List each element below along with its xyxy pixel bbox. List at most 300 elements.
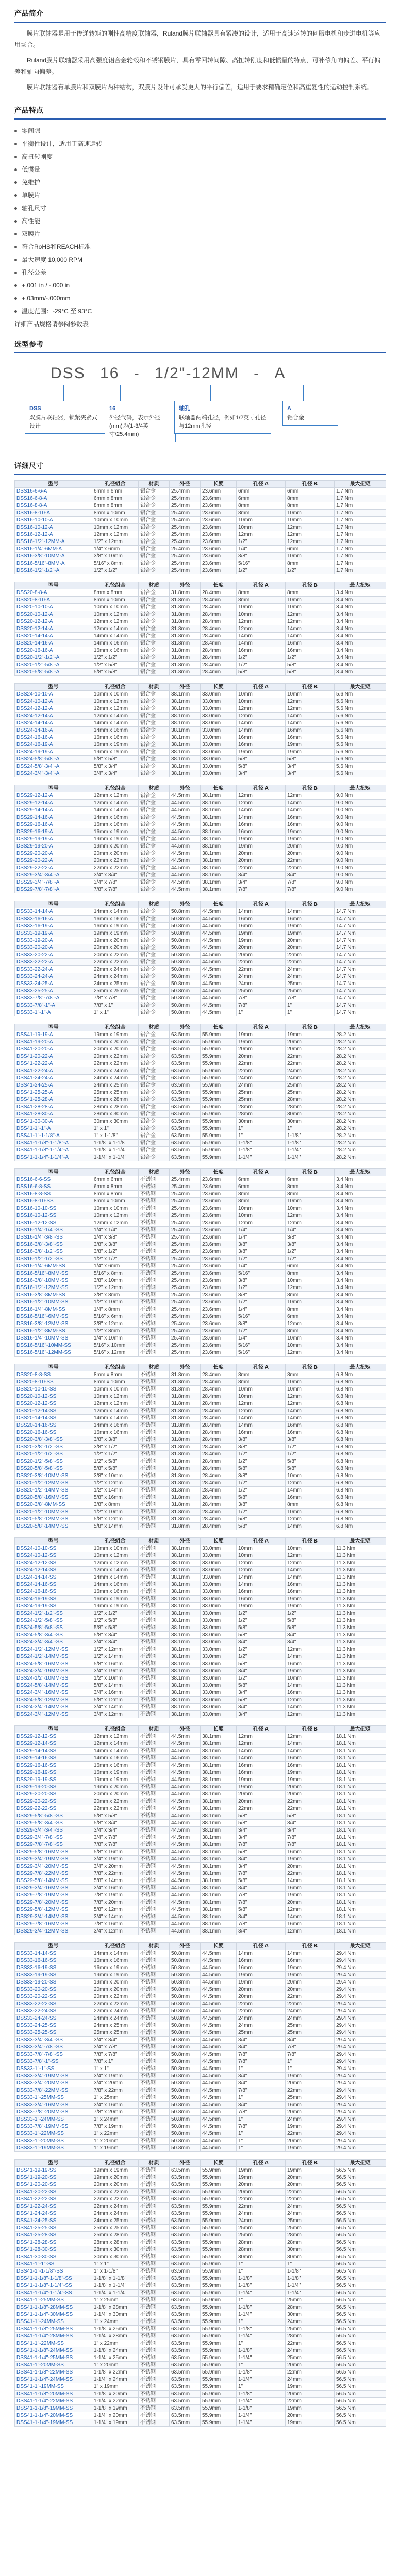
- part-number-link[interactable]: DSS29-16-19-A: [15, 828, 92, 836]
- part-number-link[interactable]: DSS29-7/8"-7/8"-A: [15, 886, 92, 893]
- column-header: 孔径组合: [92, 901, 139, 908]
- table-cell: 8mm: [286, 1306, 335, 1313]
- table-cell: 20mm: [286, 2174, 335, 2181]
- table-cell: 不锈钢: [139, 1408, 170, 1415]
- part-number-link[interactable]: DSS29-3/4"-20MM-SS: [15, 1863, 92, 1870]
- part-number-link[interactable]: DSS16-6-6-A: [15, 488, 92, 495]
- part-number-link[interactable]: DSS33-22-22-SS: [15, 2001, 92, 2008]
- part-number-link[interactable]: DSS29-20-22-A: [15, 857, 92, 865]
- table-cell: 63.5mm: [170, 2405, 201, 2412]
- part-number-link[interactable]: DSS20-1/2"-5/8"-A: [15, 662, 92, 669]
- table-cell: 1": [237, 2383, 286, 2391]
- part-number-link[interactable]: DSS24-19-19-A: [15, 749, 92, 756]
- part-number-link[interactable]: DSS41-1"-19MM-SS: [15, 2383, 92, 2391]
- part-number-link[interactable]: DSS41-1-1/8"-1-1/4"-SS: [15, 2282, 92, 2290]
- part-number-link[interactable]: DSS33-16-16-SS: [15, 1957, 92, 1964]
- table-cell: 1": [286, 2065, 335, 2073]
- part-number-link[interactable]: DSS20-10-12-SS: [15, 1393, 92, 1400]
- table-cell: 14mm: [237, 727, 286, 734]
- part-number-link[interactable]: DSS16-8-8-SS: [15, 1191, 92, 1198]
- part-number-link[interactable]: DSS41-1-1/8"-24MM-SS: [15, 2347, 92, 2354]
- part-number-link[interactable]: DSS20-8-10-SS: [15, 1379, 92, 1386]
- part-number-link[interactable]: DSS24-5/8"-3/4"-A: [15, 763, 92, 770]
- part-number-link[interactable]: DSS16-1/4"-3/8"-SS: [15, 1234, 92, 1241]
- part-number-link[interactable]: DSS29-7/8"-22MM-SS: [15, 1870, 92, 1877]
- part-number-link[interactable]: DSS41-22-24-A: [15, 1067, 92, 1075]
- part-number-link[interactable]: DSS24-1/2"-10MM-SS: [15, 1675, 92, 1682]
- part-number-link[interactable]: DSS24-10-10-A: [15, 691, 92, 698]
- part-number-link[interactable]: DSS24-12-12-SS: [15, 1560, 92, 1567]
- part-number-link[interactable]: DSS33-1"-22MM-SS: [15, 2130, 92, 2138]
- table-cell: 不锈钢: [139, 2398, 170, 2405]
- part-number-link[interactable]: DSS20-5/8"-5/8"-SS: [15, 1465, 92, 1472]
- part-number-link[interactable]: DSS24-12-14-SS: [15, 1567, 92, 1574]
- part-number-link[interactable]: DSS29-14-14-A: [15, 807, 92, 814]
- part-number-link[interactable]: DSS24-14-14-SS: [15, 1574, 92, 1581]
- part-number-link[interactable]: DSS20-1/2"-14MM-SS: [15, 1487, 92, 1494]
- part-number-link[interactable]: DSS24-10-12-A: [15, 698, 92, 705]
- table-cell: 29.4 Nm: [335, 2102, 386, 2109]
- part-number-link[interactable]: DSS41-1-1/4"-1-1/4"-A: [15, 1154, 92, 1161]
- part-number-link[interactable]: DSS20-5/8"-5/8"-A: [15, 669, 92, 676]
- part-number-link[interactable]: DSS33-19-20-SS: [15, 1979, 92, 1986]
- part-number-link[interactable]: DSS41-1-1/4"-20MM-SS: [15, 2412, 92, 2419]
- table-cell: 38.1mm: [201, 865, 237, 872]
- table-cell: 23.6mm: [201, 502, 237, 510]
- part-number-link[interactable]: DSS29-14-16-SS: [15, 1755, 92, 1762]
- part-number-link[interactable]: DSS29-19-19-A: [15, 836, 92, 843]
- part-number-link[interactable]: DSS29-5/8"-14MM-SS: [15, 1877, 92, 1885]
- table-cell: 不锈钢: [139, 2217, 170, 2225]
- part-number-link[interactable]: DSS33-1"-1"-A: [15, 1009, 92, 1016]
- part-number-link[interactable]: DSS29-16-16-A: [15, 821, 92, 828]
- part-number-link[interactable]: DSS20-8-8-A: [15, 589, 92, 597]
- part-number-link[interactable]: DSS20-3/8"-3/8"-SS: [15, 1436, 92, 1444]
- part-number-link[interactable]: DSS29-22-22-A: [15, 865, 92, 872]
- part-number-link[interactable]: DSS29-3/4"-7/8"-A: [15, 879, 92, 886]
- table-cell: 不锈钢: [139, 2037, 170, 2044]
- part-number-link[interactable]: DSS16-10-12-SS: [15, 1212, 92, 1219]
- part-number-link[interactable]: DSS41-22-24-SS: [15, 2203, 92, 2210]
- part-number-link[interactable]: DSS41-20-22-A: [15, 1053, 92, 1060]
- part-number-link[interactable]: DSS41-1-1/4"-24MM-SS: [15, 2376, 92, 2383]
- column-header: 长度: [201, 1169, 237, 1176]
- part-number-link[interactable]: DSS33-24-24-A: [15, 973, 92, 980]
- table-cell: 3.4 Nm: [335, 662, 386, 669]
- part-number-link[interactable]: DSS24-12-12-A: [15, 705, 92, 713]
- part-number-link[interactable]: DSS16-3/8"-8MM-SS: [15, 1292, 92, 1299]
- part-number-link[interactable]: DSS20-3/8"-10MM-SS: [15, 1472, 92, 1480]
- part-number-link[interactable]: DSS29-12-14-A: [15, 800, 92, 807]
- part-number-link[interactable]: DSS41-28-28-A: [15, 1104, 92, 1111]
- part-number-link[interactable]: DSS16-3/8"-3/8"-SS: [15, 1241, 92, 1248]
- part-number-link[interactable]: DSS16-10-10-A: [15, 517, 92, 524]
- part-number-link[interactable]: DSS16-12-12-A: [15, 531, 92, 538]
- part-number-link[interactable]: DSS33-3/4"-19MM-SS: [15, 2073, 92, 2080]
- part-number-link[interactable]: DSS16-3/8"-10MM-A: [15, 553, 92, 560]
- part-number-link[interactable]: DSS24-10-12-SS: [15, 1552, 92, 1560]
- table-cell: 55.9mm: [201, 2261, 237, 2268]
- part-number-link[interactable]: DSS33-3/4"-7/8"-SS: [15, 2044, 92, 2051]
- part-number-link[interactable]: DSS33-20-22-A: [15, 952, 92, 959]
- part-number-link[interactable]: DSS16-1/4"-6MM-SS: [15, 1263, 92, 1270]
- part-number-link[interactable]: DSS24-14-16-SS: [15, 1581, 92, 1588]
- part-number-link[interactable]: DSS16-8-8-A: [15, 502, 92, 510]
- part-number-link[interactable]: DSS33-16-19-A: [15, 923, 92, 930]
- part-number-link[interactable]: DSS29-5/8"-16MM-SS: [15, 1849, 92, 1856]
- part-number-link[interactable]: DSS16-1/2"-8MM-SS: [15, 1328, 92, 1335]
- part-number-link[interactable]: DSS41-24-24-SS: [15, 2210, 92, 2217]
- table-cell: 6.8 Nm: [335, 1429, 386, 1436]
- feature-item: 零间隙: [14, 125, 386, 138]
- part-number-link[interactable]: DSS29-5/8"-12MM-SS: [15, 1906, 92, 1913]
- part-number-link[interactable]: DSS16-8-10-SS: [15, 1198, 92, 1205]
- table-cell: 1": [237, 1132, 286, 1140]
- part-number-link[interactable]: DSS16-5/16"-8MM-A: [15, 560, 92, 567]
- part-number-link[interactable]: DSS33-14-14-SS: [15, 1950, 92, 1957]
- table-row: [15, 1740, 386, 1748]
- part-number-link[interactable]: DSS41-1"-24MM-SS: [15, 2318, 92, 2326]
- part-number-link[interactable]: DSS20-5/8"-14MM-SS: [15, 1523, 92, 1530]
- part-number-link[interactable]: DSS24-16-16-A: [15, 734, 92, 741]
- part-number-link[interactable]: DSS41-1-1/4"-22MM-SS: [15, 2398, 92, 2405]
- part-number-link[interactable]: DSS41-1-1/8"-25MM-SS: [15, 2326, 92, 2333]
- part-number-link[interactable]: DSS41-1-1/8"-19MM-SS: [15, 2405, 92, 2412]
- part-number-link[interactable]: DSS20-12-14-A: [15, 625, 92, 633]
- part-number-link[interactable]: DSS20-1/2"-12MM-SS: [15, 1480, 92, 1487]
- column-header: 最大扭矩: [335, 1726, 386, 1733]
- part-number-link[interactable]: DSS20-14-16-SS: [15, 1422, 92, 1429]
- part-number-link[interactable]: DSS29-7/8"-16MM-SS: [15, 1921, 92, 1928]
- table-cell: 38.1mm: [201, 1841, 237, 1849]
- part-number-link[interactable]: DSS16-10-12-A: [15, 524, 92, 531]
- part-number-link[interactable]: DSS24-3/4"-16MM-SS: [15, 1689, 92, 1697]
- table-cell: 5/8" x 14mm: [92, 1523, 139, 1530]
- part-number-link[interactable]: DSS41-1-1/8"-22MM-SS: [15, 2369, 92, 2376]
- part-number-link[interactable]: DSS16-12-12-SS: [15, 1219, 92, 1227]
- part-number-link[interactable]: DSS41-24-25-SS: [15, 2217, 92, 2225]
- table-cell: 50.8mm: [170, 2094, 201, 2102]
- part-number-link[interactable]: DSS33-7/8"-22MM-SS: [15, 2087, 92, 2094]
- table-cell: 16mm: [237, 741, 286, 749]
- part-number-link[interactable]: DSS20-8-10-A: [15, 597, 92, 604]
- part-number-link[interactable]: DSS29-3/4"-3/4"-SS: [15, 1827, 92, 1834]
- part-number-link[interactable]: DSS33-1"-24MM-SS: [15, 2116, 92, 2123]
- part-number-link[interactable]: DSS16-6-8-SS: [15, 1183, 92, 1191]
- part-number-link[interactable]: DSS20-8-8-SS: [15, 1371, 92, 1379]
- table-cell: 38.1mm: [201, 872, 237, 879]
- part-number-link[interactable]: DSS16-6-6-SS: [15, 1176, 92, 1183]
- part-number-link[interactable]: DSS24-14-16-A: [15, 727, 92, 734]
- part-number-link[interactable]: DSS41-1"-20MM-SS: [15, 2362, 92, 2369]
- part-number-link[interactable]: DSS20-1/2"-10MM-SS: [15, 1509, 92, 1516]
- table-cell: 19mm x 20mm: [92, 843, 139, 850]
- part-number-link[interactable]: DSS16-1/4"-6MM-A: [15, 546, 92, 553]
- part-number-link[interactable]: DSS29-14-14-SS: [15, 1748, 92, 1755]
- part-number-link[interactable]: DSS20-12-14-SS: [15, 1408, 92, 1415]
- part-number-link[interactable]: DSS29-16-19-SS: [15, 1769, 92, 1776]
- part-number-link[interactable]: DSS41-20-20-SS: [15, 2181, 92, 2189]
- table-cell: 33.0mm: [201, 1617, 237, 1624]
- part-number-link[interactable]: DSS33-22-24-A: [15, 966, 92, 973]
- part-number-link[interactable]: DSS33-7/8"-1"-A: [15, 1002, 92, 1009]
- part-number-link[interactable]: DSS33-16-16-A: [15, 916, 92, 923]
- part-number-link[interactable]: DSS24-5/8"-5/8"-A: [15, 756, 92, 763]
- part-number-link[interactable]: DSS16-1/4"-8MM-SS: [15, 1306, 92, 1313]
- part-number-link[interactable]: DSS29-19-20-A: [15, 843, 92, 850]
- part-number-link[interactable]: DSS41-1-1/8"-1-1/8"-A: [15, 1140, 92, 1147]
- part-number-link[interactable]: DSS41-30-30-A: [15, 1118, 92, 1125]
- table-cell: 不锈钢: [139, 1371, 170, 1379]
- part-number-link[interactable]: DSS20-10-10-SS: [15, 1386, 92, 1393]
- part-number-link[interactable]: DSS20-16-16-SS: [15, 1429, 92, 1436]
- part-number-link[interactable]: DSS33-25-25-A: [15, 988, 92, 995]
- part-number-link[interactable]: DSS41-19-20-A: [15, 1039, 92, 1046]
- part-number-link[interactable]: DSS16-1/2"-10MM-SS: [15, 1299, 92, 1306]
- part-number-link[interactable]: DSS24-1/2"-1/2"-SS: [15, 1610, 92, 1617]
- part-number-link[interactable]: DSS33-20-20-SS: [15, 1986, 92, 1993]
- part-number-link[interactable]: DSS16-10-10-SS: [15, 1205, 92, 1212]
- part-number-link[interactable]: DSS41-1"-22MM-SS: [15, 2340, 92, 2347]
- part-number-link[interactable]: DSS41-1-1/8"-20MM-SS: [15, 2391, 92, 2398]
- part-number-link[interactable]: DSS24-3/4"-3/4"-A: [15, 770, 92, 777]
- part-number-link[interactable]: DSS20-5/8"-12MM-SS: [15, 1516, 92, 1523]
- part-number-link[interactable]: DSS33-24-24-SS: [15, 2015, 92, 2022]
- part-number-link[interactable]: DSS16-1/2"-12MM-A: [15, 538, 92, 546]
- table-cell: 铝合金: [139, 633, 170, 640]
- part-number-link[interactable]: DSS20-1/2"-1/2"-SS: [15, 1451, 92, 1458]
- part-number-link[interactable]: DSS29-7/8"-7/8"-SS: [15, 1841, 92, 1849]
- part-number-link[interactable]: DSS41-28-30-SS: [15, 2246, 92, 2253]
- part-number-link[interactable]: DSS24-10-10-SS: [15, 1545, 92, 1552]
- part-number-link[interactable]: DSS41-20-22-SS: [15, 2189, 92, 2196]
- part-number-link[interactable]: DSS16-1/2"-12MM-SS: [15, 1284, 92, 1292]
- part-number-link[interactable]: DSS20-14-14-A: [15, 633, 92, 640]
- part-number-link[interactable]: DSS41-1"-1"-A: [15, 1125, 92, 1132]
- part-number-link[interactable]: DSS33-3/4"-3/4"-SS: [15, 2037, 92, 2044]
- part-number-link[interactable]: DSS41-1-1/4"-30MM-SS: [15, 2311, 92, 2318]
- part-number-link[interactable]: DSS20-14-14-SS: [15, 1415, 92, 1422]
- part-number-link[interactable]: DSS41-25-28-A: [15, 1096, 92, 1104]
- part-number-link[interactable]: DSS24-1/2"-5/8"-SS: [15, 1617, 92, 1624]
- part-number-link[interactable]: DSS29-5/8"-5/8"-SS: [15, 1812, 92, 1820]
- part-number-link[interactable]: DSS16-1/4"-10MM-SS: [15, 1335, 92, 1342]
- part-number-link[interactable]: DSS33-7/8"-7/8"-A: [15, 995, 92, 1002]
- part-number-link[interactable]: DSS20-12-12-A: [15, 618, 92, 625]
- part-number-link[interactable]: DSS29-12-12-SS: [15, 1733, 92, 1740]
- part-number-link[interactable]: DSS41-28-30-A: [15, 1111, 92, 1118]
- part-number-link[interactable]: DSS41-1"-25MM-SS: [15, 2297, 92, 2304]
- part-number-link[interactable]: DSS41-28-28-SS: [15, 2239, 92, 2246]
- part-number-link[interactable]: DSS41-1-1/4"-25MM-SS: [15, 2354, 92, 2362]
- part-number-link[interactable]: DSS24-3/4"-19MM-SS: [15, 1668, 92, 1675]
- part-number-link[interactable]: DSS33-25-25-SS: [15, 2029, 92, 2037]
- part-number-link[interactable]: DSS41-1-1/4"-1-1/4"-SS: [15, 2290, 92, 2297]
- part-number-link[interactable]: DSS33-7/8"-20MM-SS: [15, 2109, 92, 2116]
- part-number-link[interactable]: DSS16-1/2"-1/2"-SS: [15, 1256, 92, 1263]
- part-number-link[interactable]: DSS24-3/4"-3/4"-SS: [15, 1639, 92, 1646]
- part-number-link[interactable]: DSS29-12-12-A: [15, 792, 92, 800]
- part-number-link[interactable]: DSS24-16-19-SS: [15, 1596, 92, 1603]
- table-cell: 28.4mm: [201, 1451, 237, 1458]
- table-cell: 1/2" x 10mm: [92, 1299, 139, 1306]
- part-number-link[interactable]: DSS41-30-30-SS: [15, 2253, 92, 2261]
- part-number-link[interactable]: DSS29-5/8"-3/4"-SS: [15, 1820, 92, 1827]
- part-number-link[interactable]: DSS20-3/8"-1/2"-SS: [15, 1444, 92, 1451]
- part-number-link[interactable]: DSS16-5/16"-6MM-SS: [15, 1313, 92, 1320]
- part-number-link[interactable]: DSS33-19-19-SS: [15, 1972, 92, 1979]
- part-number-link[interactable]: DSS16-6-8-A: [15, 495, 92, 502]
- part-number-link[interactable]: DSS33-14-14-A: [15, 908, 92, 916]
- table-row: [15, 937, 386, 944]
- part-number-link[interactable]: DSS41-24-25-A: [15, 1082, 92, 1089]
- part-number-link[interactable]: DSS33-20-20-A: [15, 944, 92, 952]
- part-number-link[interactable]: DSS29-3/4"-16MM-SS: [15, 1885, 92, 1892]
- part-number-link[interactable]: DSS29-3/4"-3/4"-A: [15, 872, 92, 879]
- part-number-link[interactable]: DSS29-3/4"-12MM-SS: [15, 1928, 92, 1935]
- part-number-link[interactable]: DSS29-12-14-SS: [15, 1740, 92, 1748]
- part-number-link[interactable]: DSS16-8-10-A: [15, 510, 92, 517]
- part-number-link[interactable]: DSS41-1-1/8"-28MM-SS: [15, 2304, 92, 2311]
- part-number-link[interactable]: DSS41-1-1/8"-1-1/4"-A: [15, 1147, 92, 1154]
- part-number-link[interactable]: DSS29-3/4"-14MM-SS: [15, 1913, 92, 1921]
- part-number-link[interactable]: DSS41-22-22-SS: [15, 2196, 92, 2203]
- part-number-link[interactable]: DSS24-16-19-A: [15, 741, 92, 749]
- part-number-link[interactable]: DSS33-20-22-SS: [15, 1993, 92, 2001]
- part-number-link[interactable]: DSS20-1/2"-5/8"-SS: [15, 1458, 92, 1465]
- part-number-link[interactable]: DSS33-1"-25MM-SS: [15, 2094, 92, 2102]
- part-number-link[interactable]: DSS33-24-25-A: [15, 980, 92, 988]
- part-number-link[interactable]: DSS41-19-20-SS: [15, 2174, 92, 2181]
- part-number-link[interactable]: DSS29-3/4"-7/8"-SS: [15, 1834, 92, 1841]
- part-number-link[interactable]: DSS29-3/4"-19MM-SS: [15, 1856, 92, 1863]
- part-number-link[interactable]: DSS41-1-1/8"-1-1/8"-SS: [15, 2275, 92, 2282]
- part-number-link[interactable]: DSS29-20-20-SS: [15, 1791, 92, 1798]
- part-number-link[interactable]: DSS33-1"-1"-SS: [15, 2065, 92, 2073]
- part-number-link[interactable]: DSS16-1/4"-1/4"-SS: [15, 1227, 92, 1234]
- table-row: [15, 1082, 386, 1089]
- table-cell: 7/8": [286, 879, 335, 886]
- part-number-link[interactable]: DSS41-19-19-SS: [15, 2167, 92, 2174]
- part-number-link[interactable]: DSS33-24-25-SS: [15, 2022, 92, 2029]
- part-number-link[interactable]: DSS41-1"-1"-SS: [15, 2261, 92, 2268]
- part-number-link[interactable]: DSS41-19-19-A: [15, 1031, 92, 1039]
- part-number-link[interactable]: DSS20-12-12-SS: [15, 1400, 92, 1408]
- part-number-link[interactable]: DSS33-7/8"-7/8"-SS: [15, 2051, 92, 2058]
- part-number-link[interactable]: DSS29-14-16-A: [15, 814, 92, 821]
- part-number-link[interactable]: DSS24-3/4"-14MM-SS: [15, 1704, 92, 1711]
- part-number-link[interactable]: DSS33-3/4"-20MM-SS: [15, 2080, 92, 2087]
- part-number-link[interactable]: DSS33-1"-19MM-SS: [15, 2145, 92, 2152]
- part-number-link[interactable]: DSS20-5/8"-16MM-SS: [15, 1494, 92, 1501]
- part-number-link[interactable]: DSS33-19-20-A: [15, 937, 92, 944]
- part-number-link[interactable]: DSS16-3/8"-12MM-SS: [15, 1320, 92, 1328]
- part-number-link[interactable]: DSS16-3/8"-10MM-SS: [15, 1277, 92, 1284]
- part-number-link[interactable]: DSS29-20-20-A: [15, 850, 92, 857]
- part-number-link[interactable]: DSS33-3/4"-16MM-SS: [15, 2102, 92, 2109]
- table-cell: 44.5mm: [201, 966, 237, 973]
- part-number-link[interactable]: DSS24-5/8"-16MM-SS: [15, 1660, 92, 1668]
- part-number-link[interactable]: DSS29-7/8"-20MM-SS: [15, 1899, 92, 1906]
- table-cell: 铝合金: [139, 916, 170, 923]
- part-number-link[interactable]: DSS33-1"-20MM-SS: [15, 2138, 92, 2145]
- part-number-link[interactable]: DSS24-5/8"-12MM-SS: [15, 1697, 92, 1704]
- part-number-link[interactable]: DSS33-22-22-A: [15, 959, 92, 966]
- part-number-link[interactable]: DSS41-24-24-A: [15, 1075, 92, 1082]
- part-number-link[interactable]: DSS41-20-20-A: [15, 1046, 92, 1053]
- part-number-link[interactable]: DSS41-25-25-A: [15, 1089, 92, 1096]
- table-row: [15, 1921, 386, 1928]
- part-number-link[interactable]: DSS41-1-1/4"-28MM-SS: [15, 2333, 92, 2340]
- part-number-link[interactable]: DSS29-20-22-SS: [15, 1798, 92, 1805]
- part-number-link[interactable]: DSS29-7/8"-19MM-SS: [15, 1892, 92, 1899]
- part-number-link[interactable]: DSS24-1/2"-12MM-SS: [15, 1646, 92, 1653]
- part-number-link[interactable]: DSS41-1-1/4"-19MM-SS: [15, 2419, 92, 2427]
- part-number-link[interactable]: DSS20-1/2"-1/2"-A: [15, 654, 92, 662]
- part-number-link[interactable]: DSS20-3/8"-8MM-SS: [15, 1501, 92, 1509]
- part-number-link[interactable]: DSS24-5/8"-14MM-SS: [15, 1682, 92, 1689]
- part-number-link[interactable]: DSS16-5/16"-10MM-SS: [15, 1342, 92, 1349]
- part-number-link[interactable]: DSS29-16-16-SS: [15, 1762, 92, 1769]
- part-number-link[interactable]: DSS24-19-19-SS: [15, 1603, 92, 1610]
- part-number-link[interactable]: DSS29-19-20-SS: [15, 1784, 92, 1791]
- part-number-link[interactable]: DSS29-22-22-SS: [15, 1805, 92, 1812]
- table-cell: 1.7 Nm: [335, 553, 386, 560]
- table-cell: 31.8mm: [170, 1458, 201, 1465]
- part-number-link[interactable]: DSS24-16-16-SS: [15, 1588, 92, 1596]
- table-row: [15, 1067, 386, 1075]
- table-cell: 28.2 Nm: [335, 1104, 386, 1111]
- part-number-link[interactable]: DSS41-25-25-SS: [15, 2225, 92, 2232]
- part-number-link[interactable]: DSS33-16-19-SS: [15, 1964, 92, 1972]
- part-number-link[interactable]: DSS24-5/8"-5/8"-SS: [15, 1624, 92, 1632]
- part-number-link[interactable]: DSS29-19-19-SS: [15, 1776, 92, 1784]
- part-number-link[interactable]: DSS24-1/2"-14MM-SS: [15, 1653, 92, 1660]
- part-number-link[interactable]: DSS41-1"-1-1/8"-SS: [15, 2268, 92, 2275]
- table-cell: 14.7 Nm: [335, 944, 386, 952]
- part-number-link[interactable]: DSS16-5/16"-8MM-SS: [15, 1270, 92, 1277]
- part-number-link[interactable]: DSS20-10-12-A: [15, 611, 92, 618]
- table-cell: 14mm: [286, 1950, 335, 1957]
- part-number-link[interactable]: DSS24-12-14-A: [15, 713, 92, 720]
- part-number-link[interactable]: DSS33-7/8"-1"-SS: [15, 2058, 92, 2065]
- table-cell: 31.8mm: [170, 597, 201, 604]
- part-number-link[interactable]: DSS41-22-22-A: [15, 1060, 92, 1067]
- table-cell: 28.2 Nm: [335, 1147, 386, 1154]
- table-cell: 31.8mm: [170, 1386, 201, 1393]
- part-number-link[interactable]: DSS41-1"-1-1/8"-A: [15, 1132, 92, 1140]
- part-number-link[interactable]: DSS20-16-16-A: [15, 647, 92, 654]
- part-number-link[interactable]: DSS33-19-19-A: [15, 930, 92, 937]
- part-number-link[interactable]: DSS16-5/16"-12MM-SS: [15, 1349, 92, 1357]
- part-number-link[interactable]: DSS24-14-14-A: [15, 720, 92, 727]
- part-number-link[interactable]: DSS24-5/8"-3/4"-SS: [15, 1632, 92, 1639]
- column-header: 孔径 A: [237, 1726, 286, 1733]
- table-row: [15, 2065, 386, 2073]
- part-number-link[interactable]: DSS16-1/2"-1/2"-A: [15, 567, 92, 574]
- table-cell: 38.1mm: [170, 1545, 201, 1552]
- part-number-link[interactable]: DSS20-14-16-A: [15, 640, 92, 647]
- part-number-link[interactable]: DSS24-3/4"-12MM-SS: [15, 1711, 92, 1718]
- part-number-link[interactable]: DSS16-3/8"-1/2"-SS: [15, 1248, 92, 1256]
- part-number-link[interactable]: DSS33-7/8"-19MM-SS: [15, 2123, 92, 2130]
- table-row: [15, 1979, 386, 1986]
- part-number-link[interactable]: DSS20-10-10-A: [15, 604, 92, 611]
- part-number-link[interactable]: DSS33-22-24-SS: [15, 2008, 92, 2015]
- table-cell: 11.3 Nm: [335, 1560, 386, 1567]
- part-number-link[interactable]: DSS41-25-28-SS: [15, 2232, 92, 2239]
- table-cell: 28.4mm: [201, 1472, 237, 1480]
